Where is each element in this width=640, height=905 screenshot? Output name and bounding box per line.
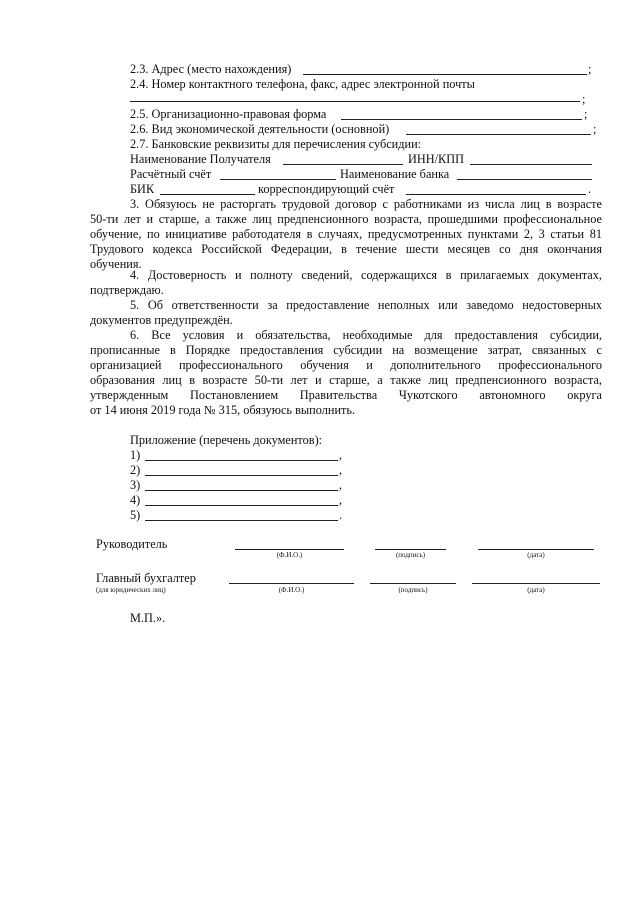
attachment-1-number: 1): [130, 448, 141, 462]
accountant-note: (для юридических лиц): [96, 586, 166, 594]
field-legal-form-label: 2.5. Организационно-правовая форма: [130, 107, 327, 121]
field-address-input-line[interactable]: [303, 74, 587, 75]
account-label: Расчётный счёт: [130, 167, 212, 181]
field-contacts-end: ;: [582, 92, 586, 106]
paragraph-3-line-2: 50-ти лет и старше, а также лиц предпенсионного возраста, прошедшими профессиональное: [90, 212, 602, 226]
recipient-name-label: Наименование Получателя: [130, 152, 271, 166]
paragraph-5-line-1: 5. Об ответственности за предоставление неполных или заведомо недостоверных: [130, 298, 602, 312]
field-address-label: 2.3. Адрес (место нахождения): [130, 62, 292, 76]
paragraph-6-line-3: организацией профессионального обучения и дополнительного профессионального: [90, 358, 602, 372]
attachment-2-input-line[interactable]: [145, 475, 338, 476]
field-legal-form-end: ;: [584, 107, 588, 121]
head-date-line[interactable]: [478, 549, 594, 550]
bik-input-line[interactable]: [160, 194, 255, 195]
accountant-date-line[interactable]: [472, 583, 600, 584]
bik-end: .: [588, 182, 592, 196]
field-address-end: ;: [588, 62, 592, 76]
paragraph-3-line-4: Трудового кодекса Российской Федерации, в течение шести месяцев со дня окончания: [90, 242, 602, 256]
accountant-sign-caption: (подпись): [398, 586, 428, 594]
attachment-4-end: ,: [339, 493, 343, 507]
attachment-4-number: 4): [130, 493, 141, 507]
accountant-sign-line[interactable]: [370, 583, 456, 584]
attachment-2-end: ,: [339, 463, 343, 477]
account-input-line[interactable]: [220, 179, 336, 180]
field-contacts-input-line[interactable]: [130, 101, 580, 102]
paragraph-6-line-5: утвержденным Постановлением Правительства Чукотского автономного округа: [90, 388, 602, 402]
accountant-fio-line[interactable]: [229, 583, 354, 584]
field-activity-label: 2.6. Вид экономической деятельности (основной): [130, 122, 390, 136]
paragraph-3-line-3: обучение, по инициативе работодателя в случаях, предусмотренных пунктами 2, 3 статьи 81: [90, 227, 602, 241]
bik-label: БИК: [130, 182, 155, 196]
attachment-1-end: ,: [339, 448, 343, 462]
field-legal-form-input-line[interactable]: [341, 119, 582, 120]
head-date-caption: (дата): [527, 551, 545, 559]
inn-kpp-label: ИНН/КПП: [408, 152, 465, 166]
bank-name-label: Наименование банка: [340, 167, 450, 181]
corr-account-label: корреспондирующий счёт: [258, 182, 395, 196]
head-sign-caption: (подпись): [395, 551, 426, 559]
corr-account-input-line[interactable]: [406, 194, 586, 195]
paragraph-3-line-5: обучения.: [90, 257, 142, 271]
attachment-3-input-line[interactable]: [145, 490, 338, 491]
head-fio-caption: (Ф.И.О.): [276, 551, 303, 559]
paragraph-6-line-6: от 14 июня 2019 года № 315, обязуюсь выполнить.: [90, 403, 356, 417]
paragraph-6-line-1: 6. Все условия и обязательства, необходимые для предоставления субсидии,: [130, 328, 602, 342]
accountant-date-caption: (дата): [527, 586, 545, 594]
attachment-5-input-line[interactable]: [145, 520, 338, 521]
head-sign-line[interactable]: [375, 549, 446, 550]
field-activity-input-line[interactable]: [406, 134, 591, 135]
inn-kpp-input-line[interactable]: [470, 164, 592, 165]
attachment-3-number: 3): [130, 478, 141, 492]
attachment-4-input-line[interactable]: [145, 505, 338, 506]
field-contacts-label: 2.4. Номер контактного телефона, факс, адрес электронной почты: [130, 77, 475, 91]
paragraph-4-line-1: 4. Достоверность и полноту сведений, содержащихся в прилагаемых документах,: [130, 268, 602, 282]
attachment-3-end: ,: [339, 478, 343, 492]
stamp-place-label: М.П.».: [130, 611, 166, 625]
paragraph-6-line-4: образования лиц в возрасте 50-ти лет и старше, а также лиц предпенсионного возраста,: [90, 373, 602, 387]
paragraph-3-line-1: 3. Обязуюсь не расторгать трудовой договор с работниками из числа лиц в возрасте: [130, 197, 602, 211]
attachment-5-end: .: [339, 508, 343, 522]
attachment-1-input-line[interactable]: [145, 460, 338, 461]
accountant-fio-caption: (Ф.И.О.): [278, 586, 305, 594]
field-activity-end: ;: [593, 122, 597, 136]
recipient-name-input-line[interactable]: [283, 164, 403, 165]
paragraph-5-line-2: документов предупреждён.: [90, 313, 233, 327]
accountant-signature-label: Главный бухгалтер: [96, 571, 196, 585]
bank-name-input-line[interactable]: [457, 179, 592, 180]
bank-details-heading: 2.7. Банковские реквизиты для перечисления субсидии:: [130, 137, 422, 151]
head-fio-line[interactable]: [235, 549, 344, 550]
paragraph-6-line-2: прописанные в Порядке предоставления субсидии на возмещение затрат, связанных с: [90, 343, 602, 357]
head-signature-label: Руководитель: [96, 537, 168, 551]
attachments-title: Приложение (перечень документов):: [130, 433, 323, 447]
attachment-5-number: 5): [130, 508, 141, 522]
attachment-2-number: 2): [130, 463, 141, 477]
paragraph-4-line-2: подтверждаю.: [90, 283, 164, 297]
